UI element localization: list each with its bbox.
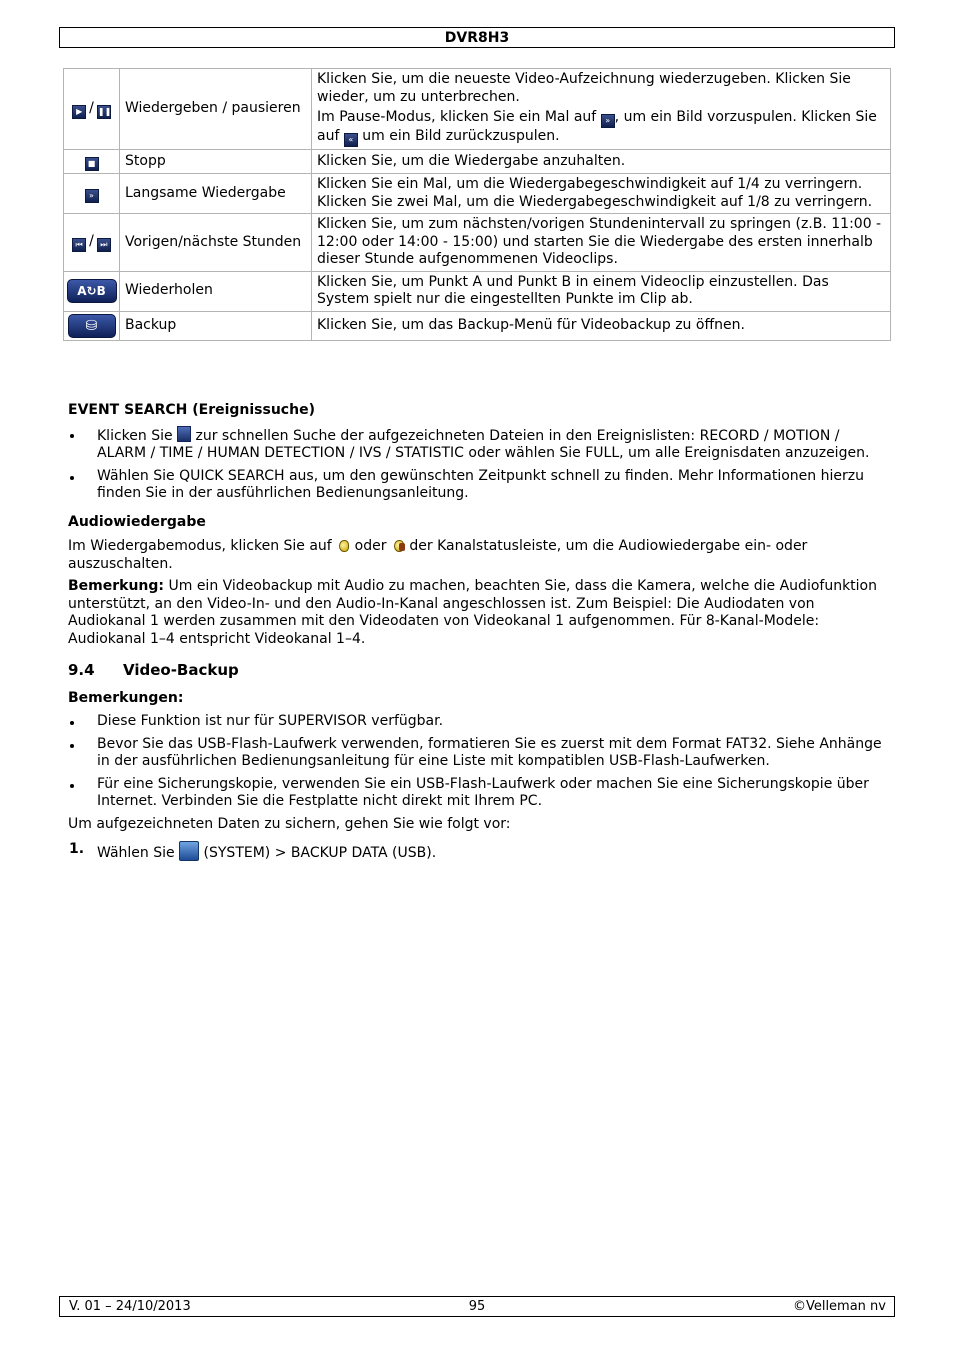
function-description: Klicken Sie, um das Backup-Menü für Videobackup zu öffnen. <box>312 311 891 340</box>
icon-cell: ▶ / ❚❚ <box>64 69 120 150</box>
previous-hour-icon[interactable]: ⏮ <box>72 238 86 252</box>
function-name: Langsame Wiedergabe <box>120 174 312 214</box>
slow-play-icon[interactable]: » <box>85 189 99 203</box>
function-name: Stopp <box>120 150 312 174</box>
pause-icon[interactable]: ❚❚ <box>97 105 111 119</box>
speaker-icon <box>336 537 350 553</box>
next-hour-icon[interactable]: ⏭ <box>97 238 111 252</box>
audio-paragraph: Im Wiedergabemodus, klicken Sie auf oder der Kanalstatusleiste, um die Audiowiedergabe ein- oder auszuschalten. <box>68 538 808 572</box>
event-search-icon <box>177 426 191 442</box>
system-icon <box>179 841 199 861</box>
page-number: 95 <box>468 1299 486 1314</box>
audio-note: Bemerkung: Um ein Videobackup mit Audio zu machen, beachten Sie, dass die Kamera, welche die Audiofunktion unterstützt, an den Video-In- und den Audio-In-Kanal angeschlossen ist. Zum Beispiel: Die Audiodaten von Audiokanal 1 werden zusammen mit den Videodaten von Videokanal 1 aufgenommen. Für 8-Kanal-Modele: Audiokanal 1–4 entspricht Videokanal 1–4. <box>68 578 877 647</box>
table-row <box>64 69 891 150</box>
speaker-mute-icon <box>391 537 405 553</box>
backup-intro: Um aufgezeichneten Daten zu sichern, gehen Sie wie folgt vor: <box>68 815 511 832</box>
function-name: Backup <box>120 311 312 340</box>
list-item: Bevor Sie das USB-Flash-Laufwerk verwenden, formatieren Sie es zuerst mit dem Format FAT32. Siehe Anhänge in der ausführlichen Bedienungsanleitung für eine Liste mit kompatiblen USB-Flash-Laufwerken. <box>68 736 883 771</box>
icon-cell <box>64 150 120 174</box>
fast-forward-icon: » <box>601 114 615 128</box>
function-name: Vorigen/nächste Stunden <box>120 214 312 272</box>
stop-icon[interactable]: ■ <box>85 157 99 171</box>
icon-cell: ⏮ / ⏭ <box>64 214 120 272</box>
list-item: Für eine Sicherungskopie, verwenden Sie ein USB-Flash-Laufwerk oder machen Sie eine Sicherungskopie über Internet. Verbinden Sie die Festplatte nicht direkt mit Ihrem PC. <box>68 776 883 811</box>
section-heading: 9.4 Video-Backup <box>68 661 239 679</box>
function-name: Wiedergeben / pausieren <box>120 69 312 150</box>
function-description: Klicken Sie, um Punkt A und Punkt B in einem Videoclip einzustellen. Das System spielt nur die eingestellten Punkte im Clip ab. <box>312 271 891 311</box>
table-row <box>64 271 891 311</box>
function-description: Klicken Sie ein Mal, um die Wiedergabegeschwindigkeit auf 1/4 zu verringern. Klicken Sie zwei Mal, um die Wiedergabegeschwindigkeit auf 1/8 zu verringern. <box>312 174 891 214</box>
function-description: Klicken Sie, um zum nächsten/vorigen Stundenintervall zu springen (z.B. 11:00 - 12:00 oder 14:00 - 15:00) und starten Sie die Wiedergabe des ersten innerhalb dieser Stunde aufgenommenen Videoclips. <box>312 214 891 272</box>
playback-controls-table <box>63 68 891 341</box>
list-item: Wählen Sie QUICK SEARCH aus, um den gewünschten Zeitpunkt schnell zu finden. Mehr Informationen hierzu finden Sie in der ausführlichen Bedienungsanleitung. <box>68 468 883 503</box>
event-search-heading: EVENT SEARCH (Ereignissuche) <box>68 402 315 418</box>
function-name: Wiederholen <box>120 271 312 311</box>
table-row <box>64 311 891 340</box>
list-item: Diese Funktion ist nur für SUPERVISOR verfügbar. <box>68 713 883 731</box>
icon-cell <box>64 311 120 340</box>
page-header <box>59 27 895 48</box>
version-date: V. 01 – 24/10/2013 <box>69 1299 191 1314</box>
main-content <box>68 402 883 863</box>
copyright: ©Velleman nv <box>792 1299 886 1314</box>
rewind-icon: « <box>344 133 358 147</box>
function-description: Klicken Sie, um die neueste Video-Aufzeichnung wiederzugeben. Klicken Sie wieder, um zu unterbrechen. Im Pause-Modus, klicken Sie ein Mal auf » , um ein Bild vorzuspulen. Klicken Sie auf « um ein Bild zurückzuspulen. <box>312 69 891 150</box>
document-title: DVR8H3 <box>444 30 510 46</box>
function-description: Klicken Sie, um die Wiedergabe anzuhalten. <box>312 150 891 174</box>
notes-heading: Bemerkungen: <box>68 689 184 706</box>
notes-list <box>68 713 883 811</box>
repeat-ab-icon[interactable]: A↻B <box>67 279 117 303</box>
icon-cell <box>64 174 120 214</box>
play-icon[interactable]: ▶ <box>72 105 86 119</box>
list-item: 1. Wählen Sie (SYSTEM) > BACKUP DATA (USB). <box>69 841 437 861</box>
icon-cell <box>64 271 120 311</box>
table-row <box>64 150 891 174</box>
table-row <box>64 214 891 272</box>
event-search-list <box>68 426 883 503</box>
table-row <box>64 174 891 214</box>
list-item: Klicken Sie zur schnellen Suche der aufgezeichneten Dateien in den Ereignislisten: RECORD / MOTION / ALARM / TIME / HUMAN DETECTION / IVS / STATISTIC oder wählen Sie FULL, um alle Ereignisdaten anzuzeigen. <box>68 426 883 463</box>
backup-icon[interactable]: ⛁ <box>68 314 116 338</box>
steps-list <box>68 841 883 863</box>
audio-heading: Audiowiedergabe <box>68 513 206 530</box>
page-footer <box>59 1296 895 1317</box>
